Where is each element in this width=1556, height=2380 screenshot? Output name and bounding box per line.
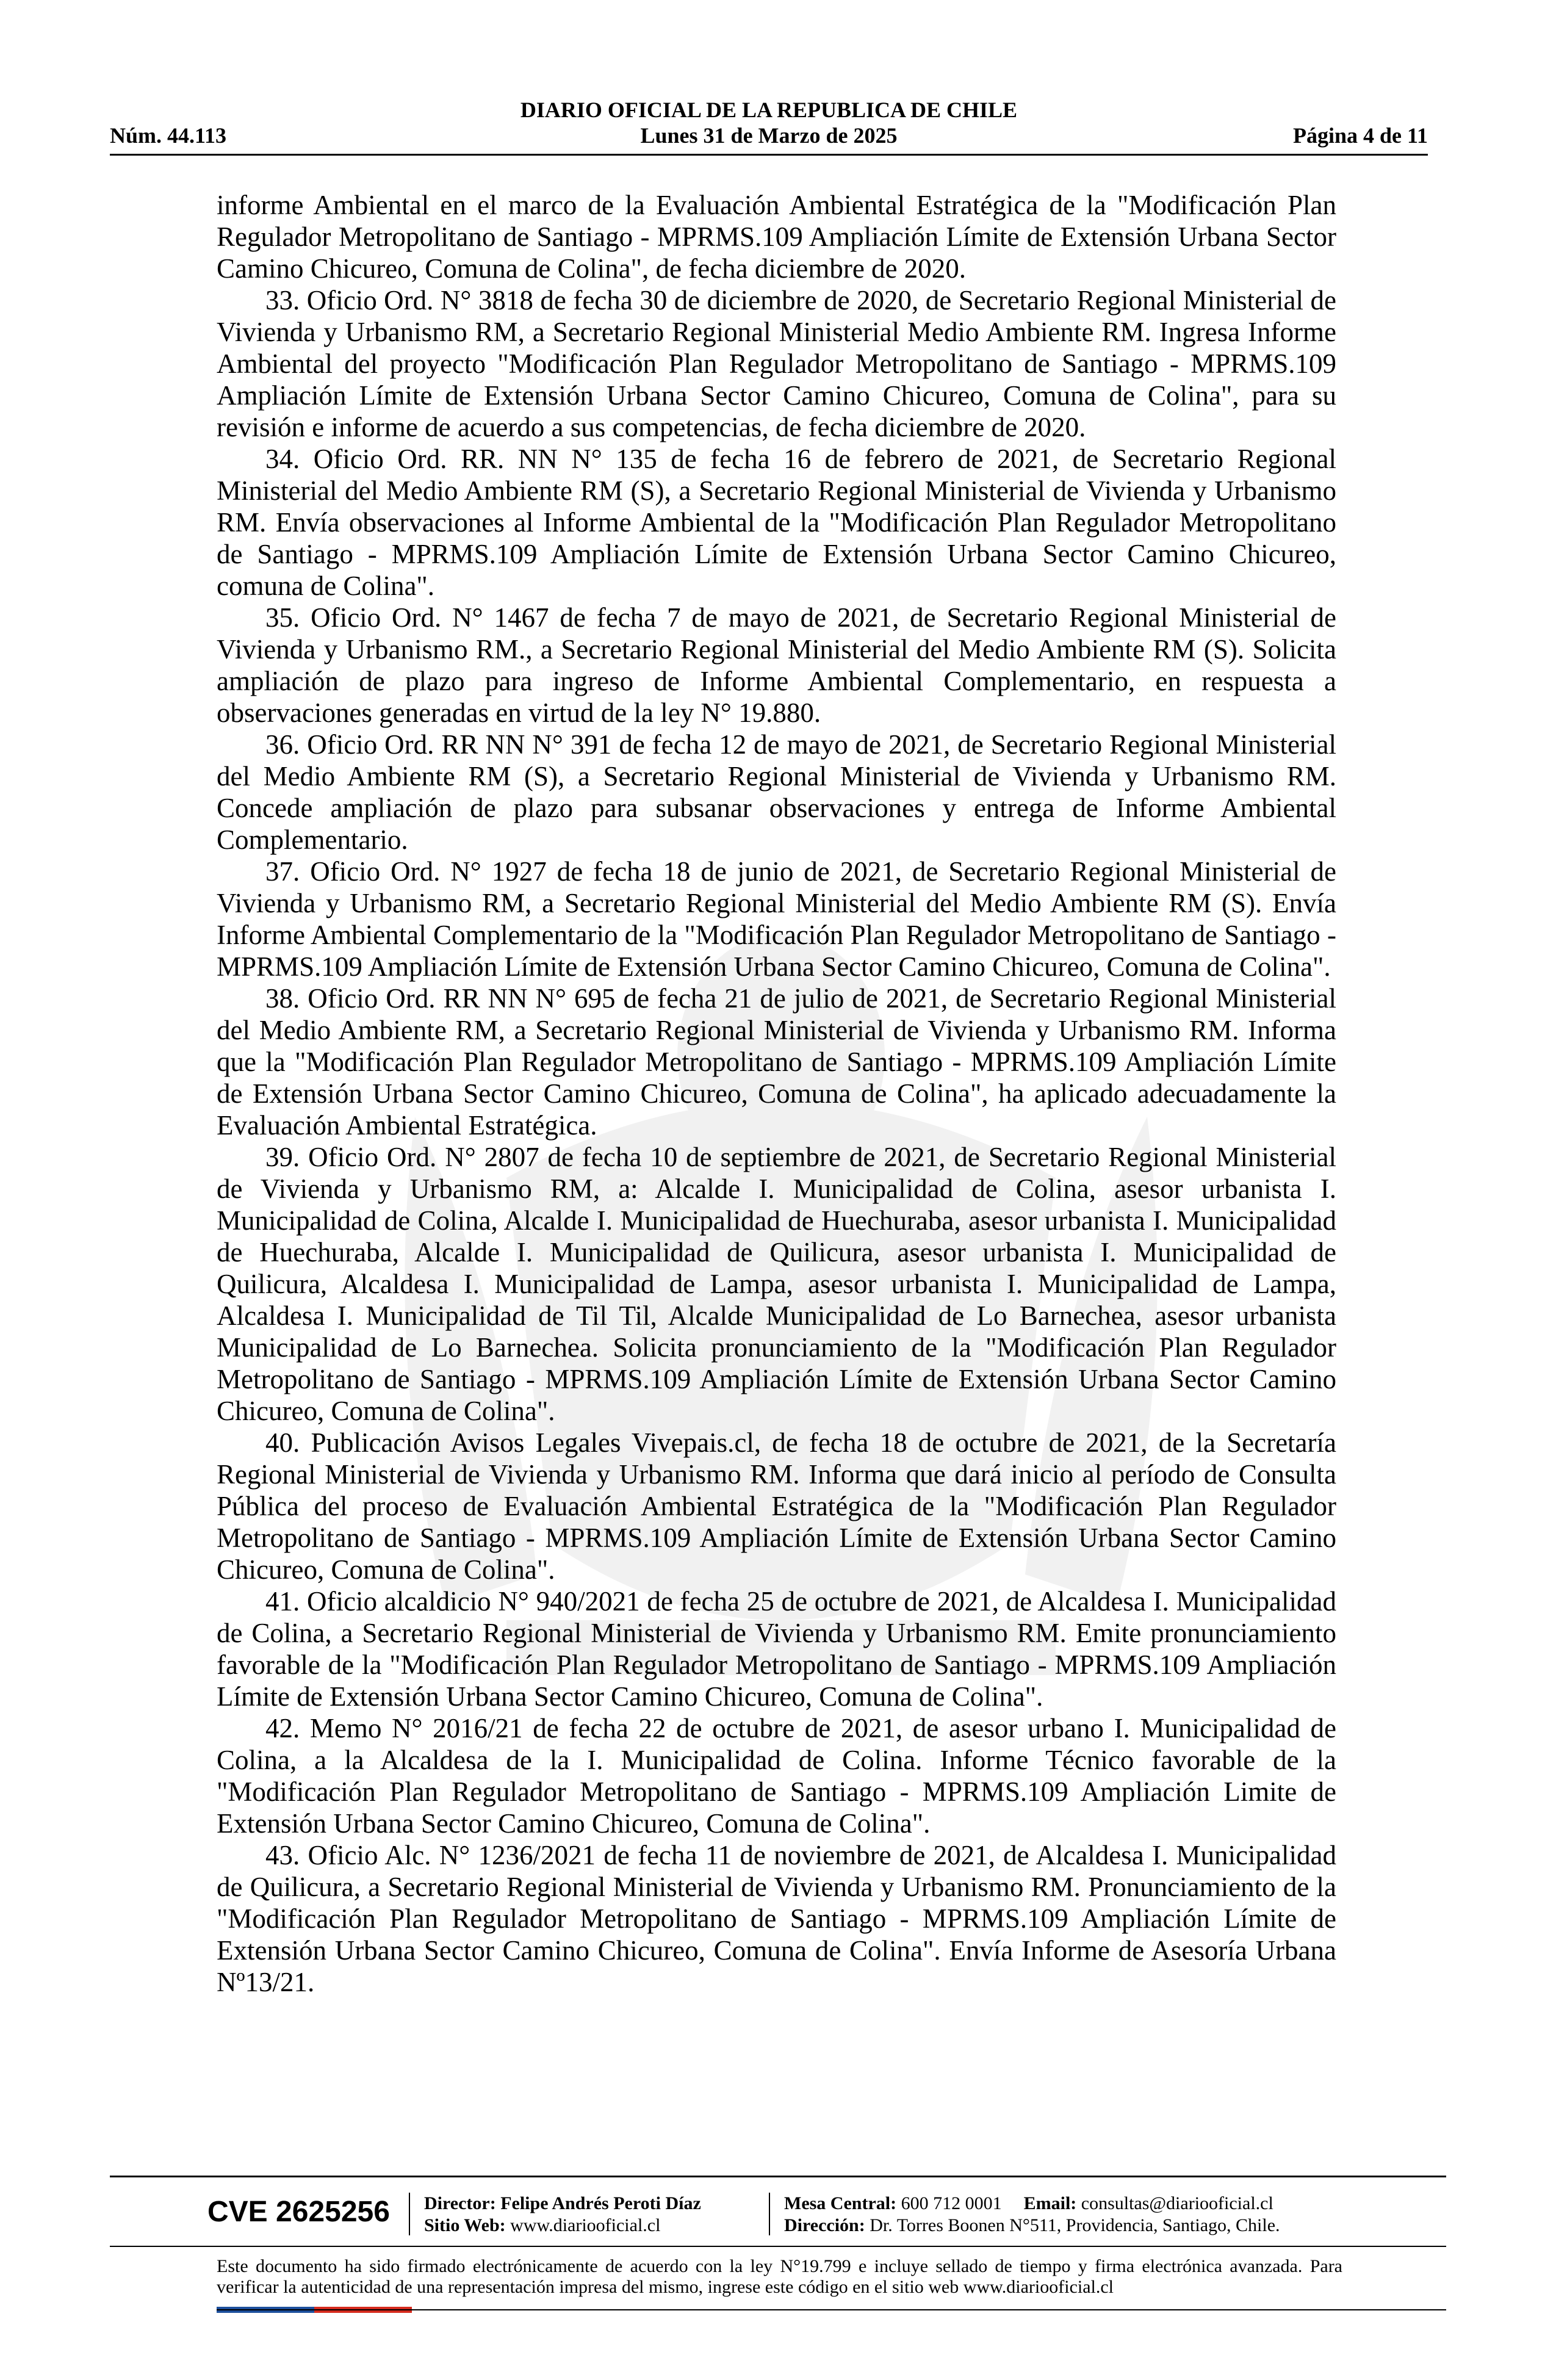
phone-label: Mesa Central:: [784, 2193, 897, 2213]
director-name: Felipe Andrés Peroti Díaz: [500, 2193, 701, 2213]
publication-title: DIARIO OFICIAL DE LA REPUBLICA DE CHILE: [520, 98, 1018, 122]
legal-notice: Este documento ha sido firmado electrónicamente de acuerdo con la ley N°19.799 e incluye sellado de tiempo y firma electrónica avanzada. Para verificar la autenticidad de una representación impresa del mismo, ingrese este código en el sitio web www.diariooficial.cl: [217, 2256, 1342, 2297]
footer-divider: [110, 2246, 1446, 2247]
address-label: Dirección:: [784, 2215, 865, 2235]
website-label: Sitio Web:: [424, 2215, 506, 2235]
email-link[interactable]: consultas@diariooficial.cl: [1081, 2193, 1273, 2213]
paragraph: 36. Oficio Ord. RR NN N° 391 de fecha 12 de mayo de 2021, de Secretario Regional Ministerial del Medio Ambiente RM (S), a Secretario Regional Ministerial de Vivienda y Urbanismo RM. Concede ampliación de plazo para subsanar observaciones y entrega de Informe Ambiental Complementario.: [217, 729, 1336, 855]
page-header: [110, 92, 1428, 159]
footer-contacts-right: [784, 2193, 1280, 2237]
document-body: [217, 189, 1336, 1998]
email-label: Email:: [1023, 2193, 1077, 2213]
footer-separator: [769, 2193, 770, 2235]
paragraph: 38. Oficio Ord. RR NN N° 695 de fecha 21 de julio de 2021, de Secretario Regional Ministerial del Medio Ambiente RM, a Secretario Regional Ministerial de Vivienda y Urbanismo RM. Informa que la "Modificación Plan Regulador Metropolitano de Santiago - MPRMS.109 Ampliación Límite de Extensión Urbana Sector Camino Chicureo, Comuna de Colina", ha aplicado adecuadamente la Evaluación Ambiental Estratégica.: [217, 983, 1336, 1141]
director-label: Director:: [424, 2193, 496, 2213]
header-divider: [110, 154, 1428, 156]
footer-bottom-rule: [217, 2309, 1446, 2310]
address: Dr. Torres Boonen N°511, Providencia, Santiago, Chile.: [870, 2215, 1280, 2235]
paragraph: 33. Oficio Ord. N° 3818 de fecha 30 de diciembre de 2020, de Secretario Regional Ministerial de Vivienda y Urbanismo RM, a Secretario Regional Ministerial Medio Ambiente RM. Ingresa Informe Ambiental del proyecto "Modificación Plan Regulador Metropolitano de Santiago - MPRMS.109 Ampliación Límite de Extensión Urbana Sector Camino Chicureo, Comuna de Colina", para su revisión e informe de acuerdo a sus competencias, de fecha diciembre de 2020.: [217, 285, 1336, 442]
issue-number: Núm. 44.113: [110, 123, 227, 148]
issue-date: Lunes 31 de Marzo de 2025: [640, 123, 898, 148]
cve-code: CVE 2625256: [207, 2196, 390, 2228]
website-link[interactable]: www.diariooficial.cl: [510, 2215, 661, 2235]
footer-separator: [409, 2193, 410, 2235]
paragraph: 37. Oficio Ord. N° 1927 de fecha 18 de junio de 2021, de Secretario Regional Ministerial de Vivienda y Urbanismo RM, a Secretario Regional Ministerial del Medio Ambiente RM (S). Envía Informe Ambiental Complementario de la "Modificación Plan Regulador Metropolitano de Santiago - MPRMS.109 Ampliación Límite de Extensión Urbana Sector Camino Chicureo, Comuna de Colina".: [217, 856, 1336, 982]
paragraph: informe Ambiental en el marco de la Evaluación Ambiental Estratégica de la "Modificación Plan Regulador Metropolitano de Santiago - MPRMS.109 Ampliación Límite de Extensión Urbana Sector Camino Chicureo, Comuna de Colina", de fecha diciembre de 2020.: [217, 190, 1336, 284]
paragraph: 41. Oficio alcaldicio N° 940/2021 de fecha 25 de octubre de 2021, de Alcaldesa I. Municipalidad de Colina, a Secretario Regional Ministerial de Vivienda y Urbanismo RM. Emite pronunciamiento favorable de la "Modificación Plan Regulador Metropolitano de Santiago - MPRMS.109 Ampliación Límite de Extensión Urbana Sector Camino Chicureo, Comuna de Colina".: [217, 1586, 1336, 1712]
paragraph: 40. Publicación Avisos Legales Vivepais.cl, de fecha 18 de octubre de 2021, de la Secretaría Regional Ministerial de Vivienda y Urbanismo RM. Informa que dará inicio al período de Consulta Pública del proceso de Evaluación Ambiental Estratégica de la "Modificación Plan Regulador Metropolitano de Santiago - MPRMS.109 Ampliación Límite de Extensión Urbana Sector Camino Chicureo, Comuna de Colina".: [217, 1427, 1336, 1585]
footer-divider: [110, 2176, 1446, 2177]
paragraph: 42. Memo N° 2016/21 de fecha 22 de octubre de 2021, de asesor urbano I. Municipalidad de Colina, a la Alcaldesa de la I. Municipalidad de Colina. Informe Técnico favorable de la "Modificación Plan Regulador Metropolitano de Santiago - MPRMS.109 Ampliación Limite de Extensión Urbana Sector Camino Chicureo, Comuna de Colina".: [217, 1713, 1336, 1839]
page-number: Página 4 de 11: [1292, 123, 1428, 148]
paragraph: 34. Oficio Ord. RR. NN N° 135 de fecha 16 de febrero de 2021, de Secretario Regional Ministerial del Medio Ambiente RM (S), a Secretario Regional Ministerial de Vivienda y Urbanismo RM. Envía observaciones al Informe Ambiental de la "Modificación Plan Regulador Metropolitano de Santiago - MPRMS.109 Ampliación Límite de Extensión Urbana Sector Camino Chicureo, comuna de Colina".: [217, 444, 1336, 601]
paragraph: 39. Oficio Ord. N° 2807 de fecha 10 de septiembre de 2021, de Secretario Regional Ministerial de Vivienda y Urbanismo RM, a: Alcalde I. Municipalidad de Colina, asesor urbanista I. Municipalidad de Colina, Alcalde I. Municipalidad de Huechuraba, asesor urbanista I. Municipalidad de Huechuraba, Alcalde I. Municipalidad de Quilicura, asesor urbanista I. Municipalidad de Quilicura, Alcaldesa I. Municipalidad de Lampa, asesor urbanista I. Municipalidad de Lampa, Alcaldesa I. Municipalidad de Til Til, Alcalde Municipalidad de Lo Barnechea, asesor urbanista Municipalidad de Lo Barnechea. Solicita pronunciamiento de la "Modificación Plan Regulador Metropolitano de Santiago - MPRMS.109 Ampliación Límite de Extensión Urbana Sector Camino Chicureo, Comuna de Colina".: [217, 1142, 1336, 1426]
footer-contacts-left: [424, 2193, 701, 2237]
page-footer: [110, 2176, 1446, 2328]
phone-number: 600 712 0001: [901, 2193, 1002, 2213]
paragraph: 35. Oficio Ord. N° 1467 de fecha 7 de mayo de 2021, de Secretario Regional Ministerial de Vivienda y Urbanismo RM., a Secretario Regional Ministerial del Medio Ambiente RM (S). Solicita ampliación de plazo para ingreso de Informe Ambiental Complementario, en respuesta a observaciones generadas en virtud de la ley N° 19.880.: [217, 602, 1336, 728]
paragraph: 43. Oficio Alc. N° 1236/2021 de fecha 11 de noviembre de 2021, de Alcaldesa I. Municipalidad de Quilicura, a Secretario Regional Ministerial de Vivienda y Urbanismo RM. Pronunciamiento de la "Modificación Plan Regulador Metropolitano de Santiago - MPRMS.109 Ampliación Límite de Extensión Urbana Sector Camino Chicureo, Comuna de Colina". Envía Informe de Asesoría Urbana Nº13/21.: [217, 1840, 1336, 1997]
